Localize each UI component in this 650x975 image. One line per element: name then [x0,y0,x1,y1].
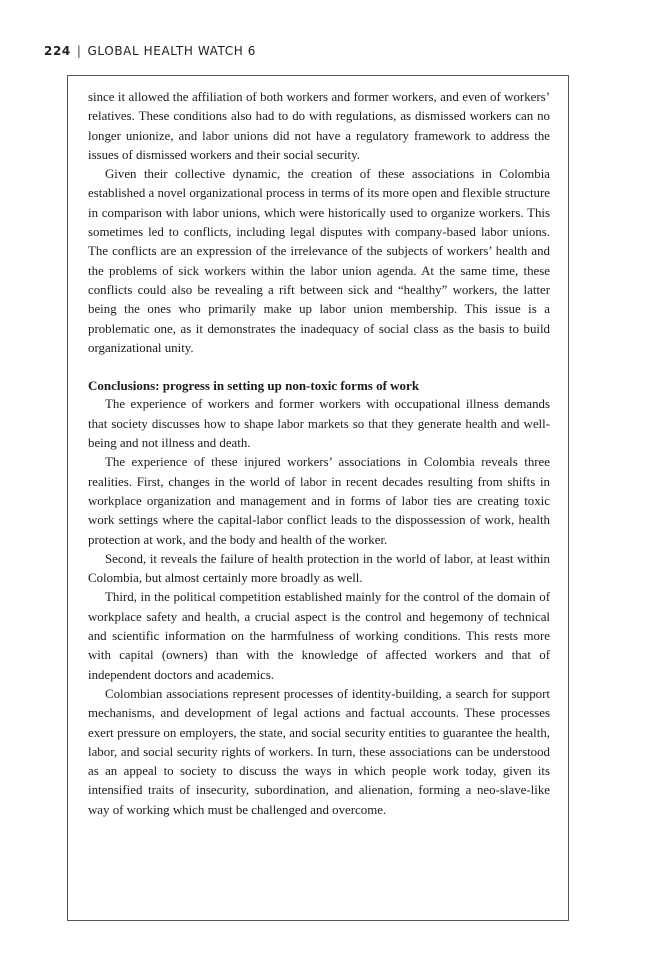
paragraph: Second, it reveals the failure of health protection in the world of labor, at least within Colombia, but almost certainly more broadly as well. [88,551,550,586]
body-text [88,88,550,820]
paragraph: Colombian associations represent processes of identity-building, a search for support mechanisms, and development of legal actions and factual accounts. These processes exert pressure on employers, the state, and social security entities to guarantee the health, labor, and social security rights of workers. In turn, these associations can be understood as an appeal to society to discuss the ways in which people work today, given its intensified traits of insecurity, subordination, and alienation, forming a neo-slave-like way of working which must be challenged and overcome. [88,686,550,817]
paragraph: since it allowed the affiliation of both workers and former workers, and even of workers’ relatives. These conditions also had to do with regulations, as dismissed workers can no longer unionize, and labor unions did not have a regulatory framework to address the issues of dismissed workers and their social security. [88,90,550,162]
paragraph: The experience of these injured workers’ associations in Colombia reveals three realities. First, changes in the world of labor in recent decades resulting from shifts in workplace organization and management and in forms of labor ties are creating toxic work settings where the capital-labor conflict leads to the dispossession of work, health protection at work, and the body and health of the worker. [88,455,550,547]
paragraph: Given their collective dynamic, the creation of these associations in Colombia established a novel organizational process in terms of its more open and flexible structure in comparison with labor unions, which were historically used to organize workers. This sometimes led to conflicts, including legal disputes with company-based labor unions. The conflicts are an expression of the irrelevance of the subjects of workers’ health and the problems of sick workers within the labor union agenda. At the same time, these conflicts could also be revealing a rift between sick and “healthy” workers, the latter being the ones who primarily make up labor union membership. This issue is a problematic one, as it demonstrates the inadequacy of social class as the basis to build organizational unity. [88,167,550,355]
page-number: 224 [44,44,71,58]
paragraph: Third, in the political competition established mainly for the control of the domain of workplace safety and health, a crucial aspect is the control and hegemony of technical and scientific information on the harmfulness of working conditions. This rests more with capital (owners) than with the knowledge of affected workers and that of independent doctors and academics. [88,590,550,682]
book-title: GLOBAL HEALTH WATCH 6 [87,44,257,58]
header-separator: | [76,44,82,58]
running-head [44,44,256,58]
paragraph: The experience of workers and former workers with occupational illness demands that society discusses how to shape labor markets so that they generate health and well-being and not illness and death. [88,397,550,451]
section-heading: Conclusions: progress in setting up non-toxic forms of work [88,378,420,394]
